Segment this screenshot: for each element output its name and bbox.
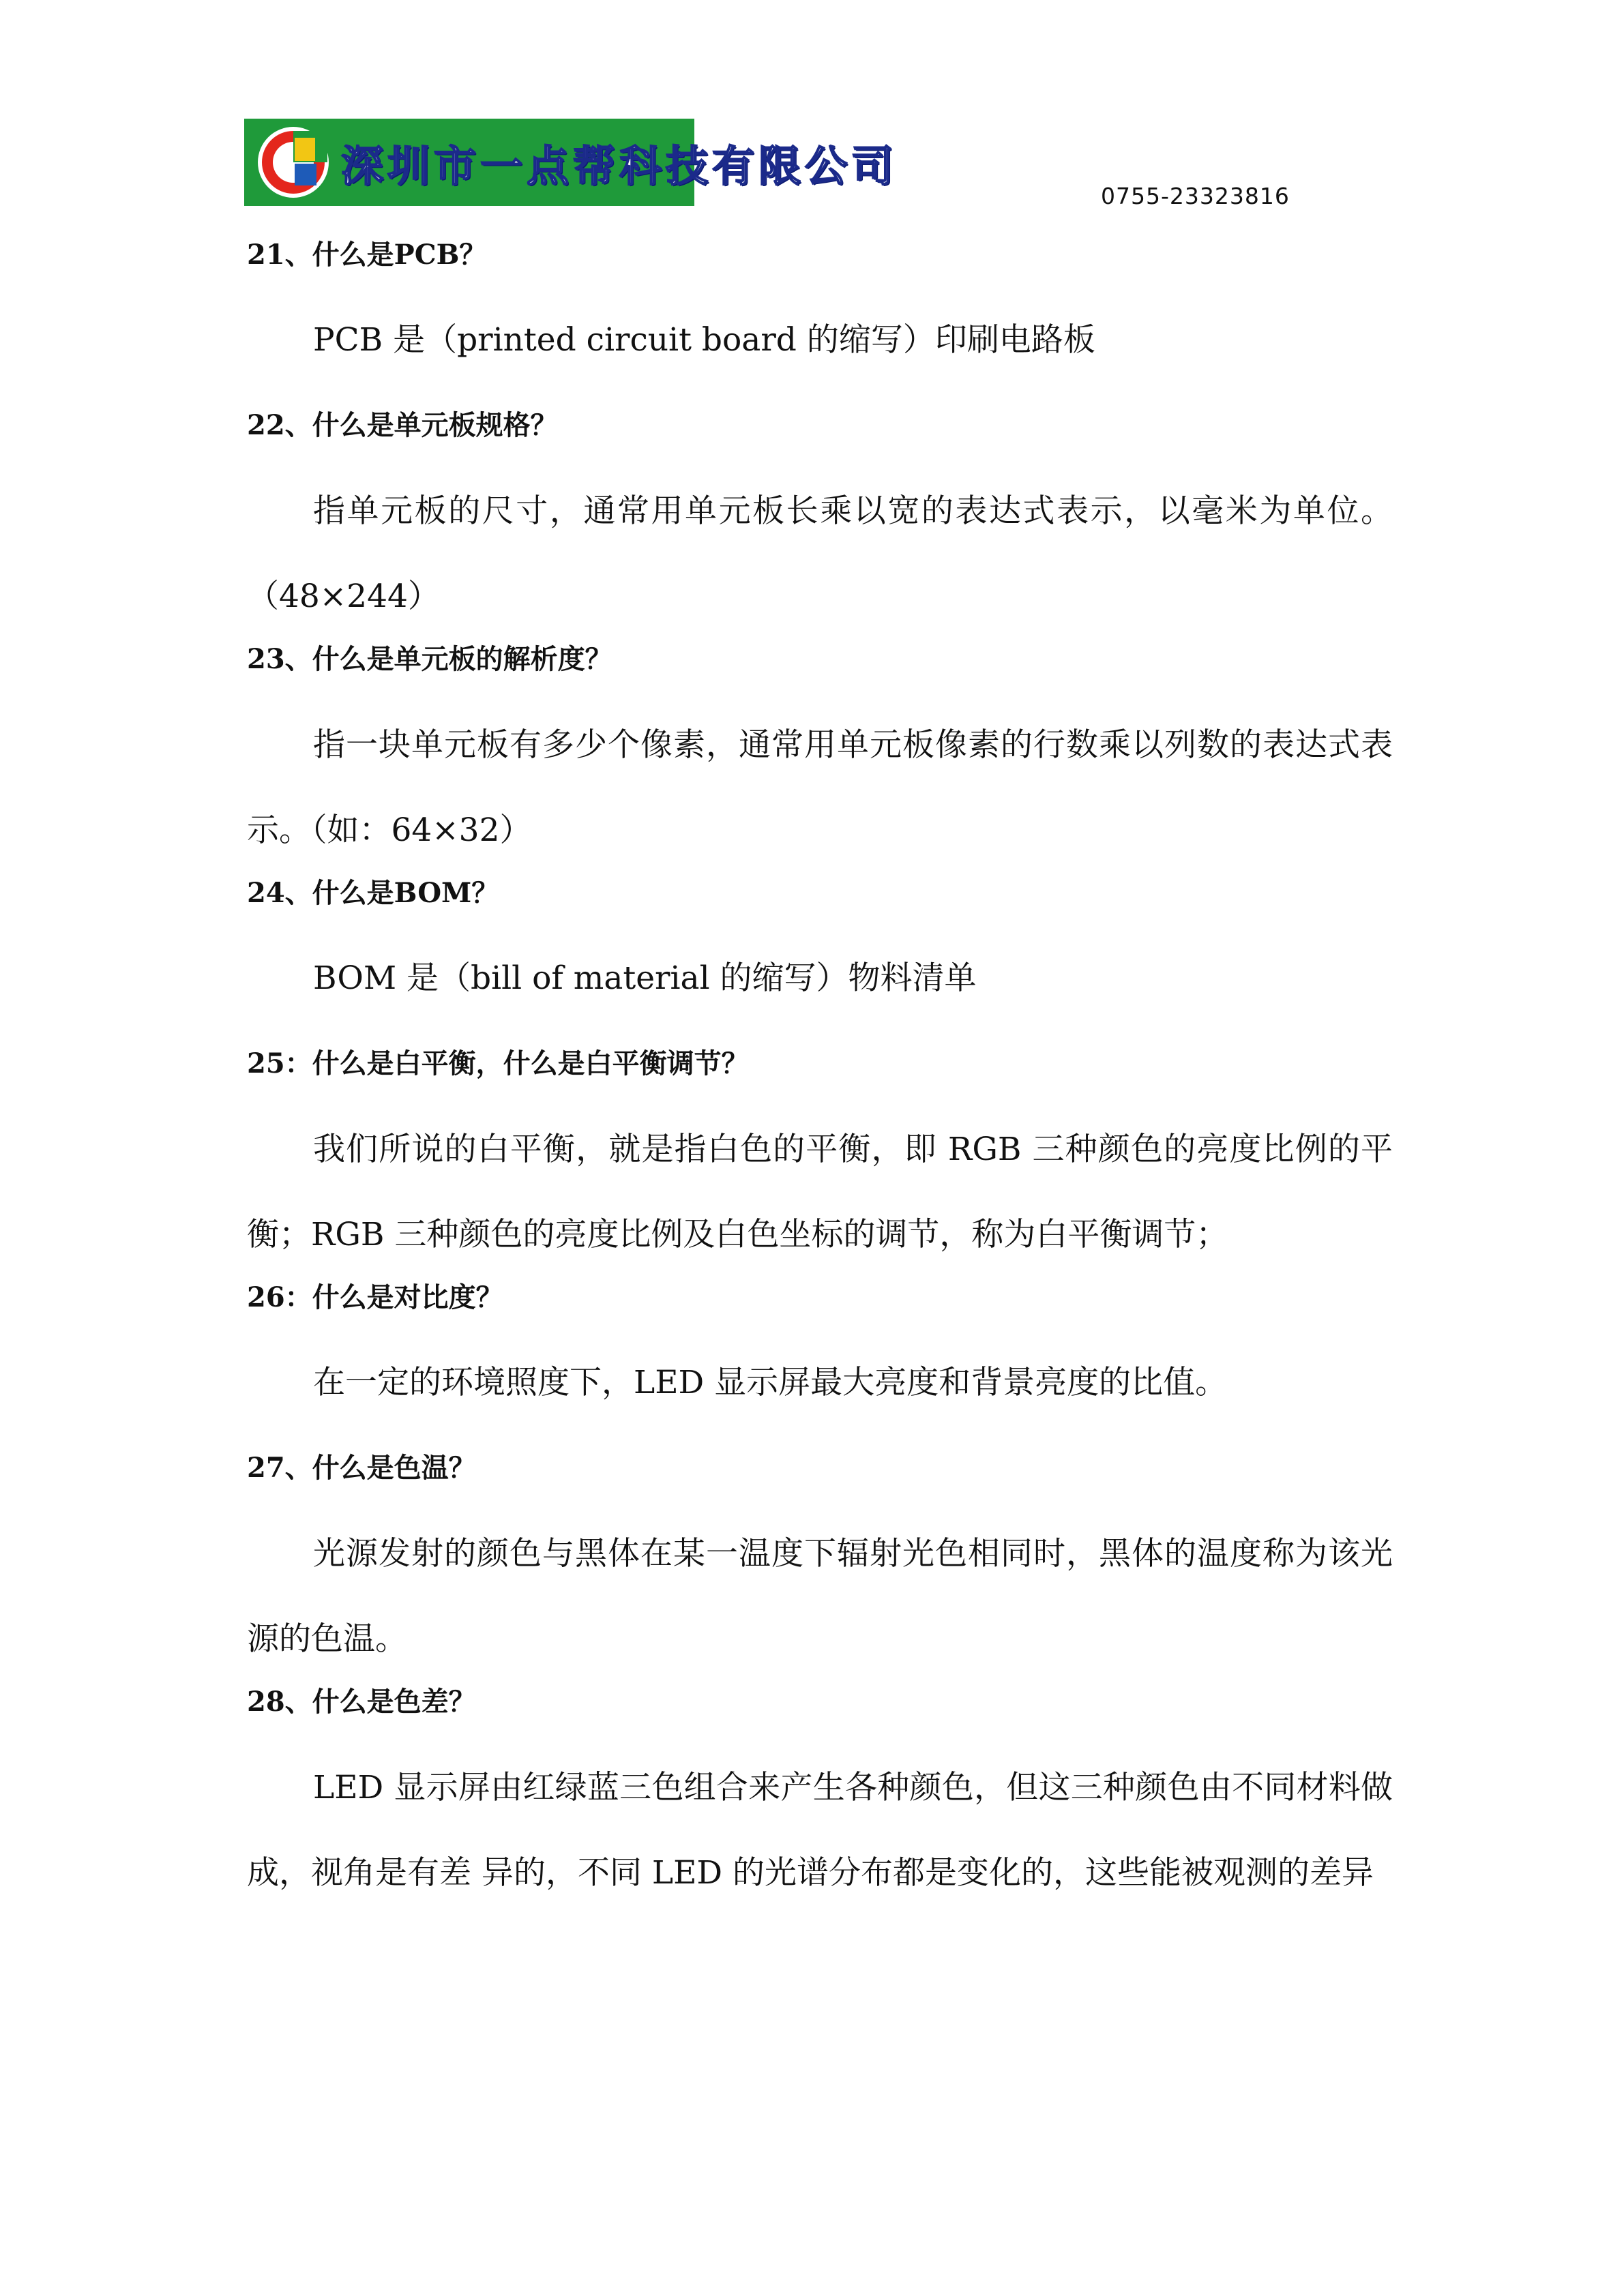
phone-number: 0755-23323816: [1101, 183, 1290, 209]
question-24: 24、什么是BOM？: [247, 877, 499, 909]
answer-25: 我们所说的白平衡，就是指白色的平衡，即 RGB 三种颜色的亮度比例的平衡；RGB 三种颜色的亮度比例及白色坐标的调节，称为白平衡调节；: [247, 1131, 1393, 1253]
answer-27: 光源发射的颜色与黑体在某一温度下辐射光色相同时，黑体的温度称为该光源的色温。: [247, 1535, 1393, 1658]
answer-22: 指单元板的尺寸，通常用单元板长乘以宽的表达式表示，以毫米为单位。（48×244）: [247, 492, 1393, 615]
company-name: 深圳市一点帮科技有限公司: [341, 140, 898, 191]
company-logo-icon: [255, 124, 331, 200]
answer-24: BOM 是（bill of material 的缩写）物料清单: [313, 959, 977, 997]
question-27: 27、什么是色温？: [247, 1452, 476, 1484]
question-26: 26：什么是对比度？: [247, 1281, 503, 1313]
question-21: 21、什么是PCB？: [247, 239, 487, 271]
answer-26: 在一定的环境照度下，LED 显示屏最大亮度和背景亮度的比值。: [313, 1364, 1228, 1401]
company-logo-banner: [244, 119, 898, 206]
answer-21: PCB 是（printed circuit board 的缩写）印刷电路板: [313, 321, 1095, 359]
answer-28: LED 显示屏由红绿蓝三色组合来产生各种颜色，但这三种颜色由不同材料做成，视角是有差 异的，不同 LED 的光谱分布都是变化的，这些能被观测的差异: [247, 1769, 1393, 1892]
answer-23: 指一块单元板有多少个像素，通常用单元板像素的行数乘以列数的表达式表示。（如：64×32）: [247, 726, 1393, 849]
question-23: 23、什么是单元板的解析度？: [247, 643, 612, 675]
question-22: 22、什么是单元板规格？: [247, 409, 558, 441]
question-25: 25：什么是白平衡，什么是白平衡调节？: [247, 1047, 749, 1079]
qa-content: [247, 235, 1393, 1915]
question-28: 28、什么是色差？: [247, 1686, 476, 1718]
